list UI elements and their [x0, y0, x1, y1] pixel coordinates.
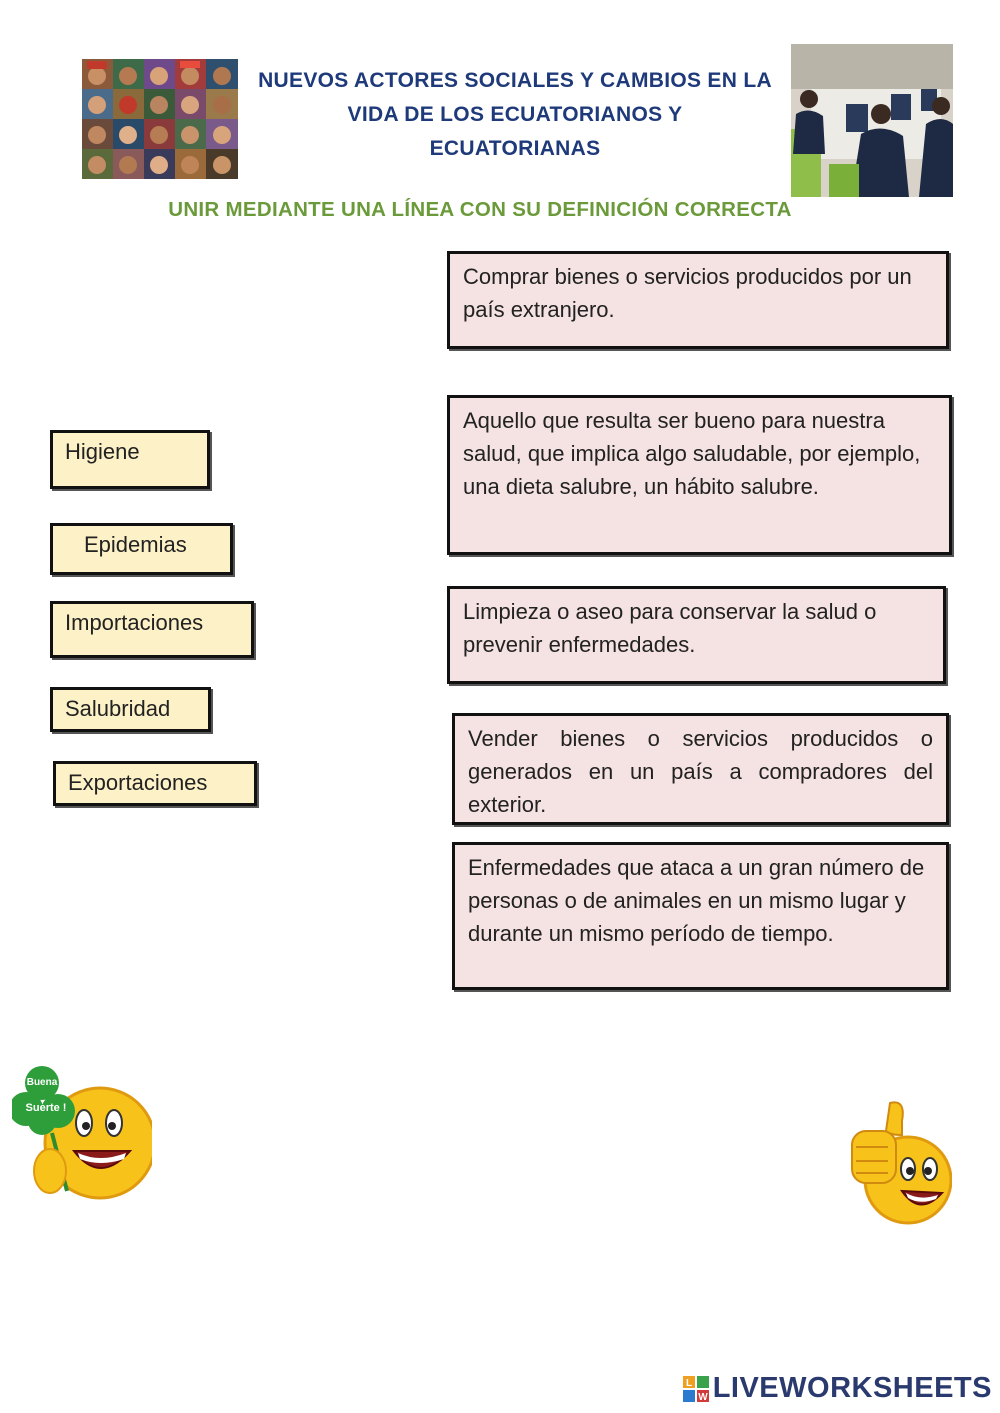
term-exportaciones[interactable]: Exportaciones [53, 761, 257, 806]
liveworksheets-logo [683, 1372, 992, 1405]
instruction-text: UNIR MEDIANTE UNA LÍNEA CON SU DEFINICIÓN CORRECTA [168, 198, 792, 221]
logo-letter-l: L [685, 1377, 692, 1389]
thumbs-up-smiley-icon [850, 1095, 952, 1235]
title-line-3: ECUATORIANAS [429, 137, 601, 160]
title-line-2: VIDA DE LOS ECUATORIANOS Y [347, 103, 683, 126]
term-higiene[interactable]: Higiene [50, 430, 210, 489]
definition-importar[interactable]: Comprar bienes o servicios producidos por un país extranjero. [447, 251, 949, 349]
definition-salubridad[interactable]: Aquello que resulta ser bueno para nuestra salud, que implica algo saludable, por ejemplo, una dieta salubre, un hábito salubre. [447, 395, 952, 555]
title-line-1: NUEVOS ACTORES SOCIALES Y CAMBIOS EN LA [258, 69, 772, 92]
definition-higiene[interactable]: Limpieza o aseo para conservar la salud o prevenir enfermedades. [447, 586, 946, 684]
definition-exportar[interactable]: Vender bienes o servicios producidos o generados en un país a compradores del exterior. [452, 713, 949, 825]
definition-epidemias[interactable]: Enfermedades que ataca a un gran número de personas o de animales en un mismo lugar y durante un mismo período de tiempo. [452, 842, 949, 990]
worksheet-title [250, 64, 780, 166]
liveworksheets-logo-icon [683, 1376, 711, 1402]
term-importaciones[interactable]: Importaciones [50, 601, 254, 658]
logo-letter-w: W [697, 1391, 708, 1402]
classroom-image [791, 44, 953, 197]
good-luck-smiley-icon [12, 1063, 152, 1203]
faces-collage-image [82, 59, 238, 179]
term-epidemias[interactable]: Epidemias [50, 523, 233, 575]
term-salubridad[interactable]: Salubridad [50, 687, 211, 732]
liveworksheets-brand-text: LIVEWORKSHEETS [712, 1372, 992, 1404]
clover-text-buena: Buena [26, 1077, 58, 1088]
clover-text-suerte: Suerte ! [25, 1102, 67, 1114]
